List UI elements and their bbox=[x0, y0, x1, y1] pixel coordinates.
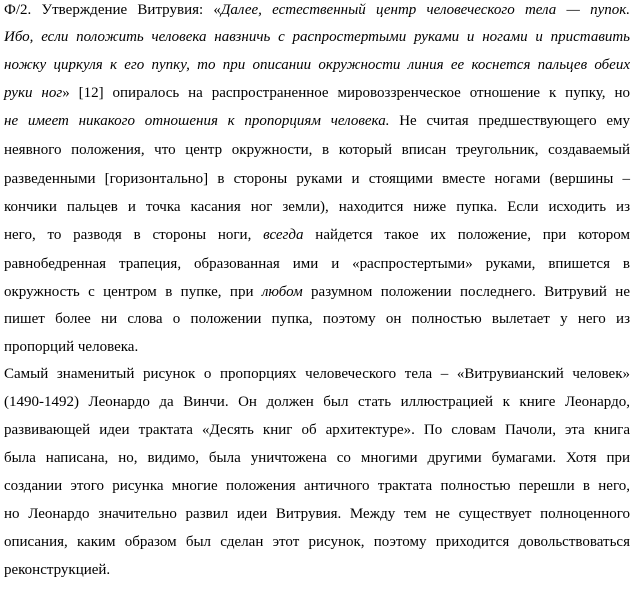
text-segment: реконструкцией. bbox=[4, 562, 111, 578]
text-line bbox=[4, 0, 630, 20]
italic-text-segment: Ибо, если положить человека навзничь с распростертыми руками и ногами и приставить bbox=[4, 29, 630, 45]
text-line bbox=[4, 504, 630, 524]
text-segment: Самый знаменитый рисунок о пропорциях человеческого тела – «Витрувианский человек» bbox=[4, 366, 630, 382]
text-segment: найдется такое их положение, при котором bbox=[303, 227, 630, 243]
italic-text-segment: Далее, естественный центр человеческого тела — пупок. bbox=[220, 2, 630, 18]
italic-text-segment: любом bbox=[261, 284, 303, 300]
text-segment: пишет более ни слова о положении пупка, поэтому он полностью вылетает у него из bbox=[4, 311, 630, 327]
text-segment: создании этого рисунка многие положения античного трактата полностью перешли в него, bbox=[4, 478, 630, 494]
italic-text-segment: руки ног bbox=[4, 85, 63, 101]
italic-text-segment: всегда bbox=[263, 227, 304, 243]
text-line bbox=[4, 392, 630, 412]
text-segment: неявного положения, что центр окружности, в который вписан треугольник, создаваемый bbox=[4, 142, 630, 158]
text-line bbox=[4, 476, 630, 496]
text-line bbox=[4, 420, 630, 440]
text-line bbox=[4, 309, 630, 329]
text-line bbox=[4, 532, 630, 552]
italic-text-segment: не имеет никакого отношения к пропорциям человека. bbox=[4, 113, 390, 129]
text-line bbox=[4, 55, 630, 75]
text-segment: Ф/2. Утверждение Витрувия: « bbox=[4, 2, 221, 18]
text-line bbox=[4, 27, 630, 47]
text-line bbox=[4, 225, 630, 245]
text-segment: развивающей идеи трактата «Десять книг об архитектуре». По словам Пачоли, эта книга bbox=[4, 422, 630, 438]
text-segment: описания, каким образом был сделан этот рисунок, поэтому приходится довольствоваться bbox=[4, 534, 630, 550]
text-line bbox=[4, 337, 630, 357]
italic-text-segment: ножку циркуля к его пупку, то при описании окружности линия ее коснется пальцев обеих bbox=[4, 57, 630, 73]
text-line bbox=[4, 282, 630, 302]
text-segment: него, то разводя в стороны ноги, bbox=[4, 227, 264, 243]
text-segment: окружность с центром в пупке, при bbox=[4, 284, 262, 300]
text-line bbox=[4, 448, 630, 468]
text-line bbox=[4, 560, 630, 580]
text-segment: разумном положении последнего. Витрувий не bbox=[302, 284, 630, 300]
text-segment: равнобедренная трапеция, образованная ими и «распростертыми» руками, впишется в bbox=[4, 256, 630, 272]
text-segment: кончики пальцев и точка касания ног земли), находится ниже пупка. Если исходить из bbox=[4, 199, 630, 215]
text-segment: но Леонардо значительно развил идеи Витрувия. Между тем не существует полноценного bbox=[4, 506, 630, 522]
text-line bbox=[4, 254, 630, 274]
text-segment: была написана, но, видимо, была уничтожена со многими другими бумагами. Хотя при bbox=[4, 450, 630, 466]
text-segment: (1490-1492) Леонардо да Винчи. Он должен был стать иллюстрацией к книге Леонардо, bbox=[4, 394, 630, 410]
text-line bbox=[4, 111, 630, 131]
text-line bbox=[4, 364, 630, 384]
text-segment: пропорций человека. bbox=[4, 339, 139, 355]
text-segment: Не считая предшествующего ему bbox=[389, 113, 630, 129]
text-line bbox=[4, 169, 630, 189]
text-segment: » [12] опиралось на распространенное мировоззренческое отношение к пупку, но bbox=[62, 85, 630, 101]
text-line bbox=[4, 197, 630, 217]
text-line bbox=[4, 140, 630, 160]
text-line bbox=[4, 83, 630, 103]
text-segment: разведенными [горизонтально] в стороны руками и стоящими вместе ногами (вершины – bbox=[4, 171, 630, 187]
